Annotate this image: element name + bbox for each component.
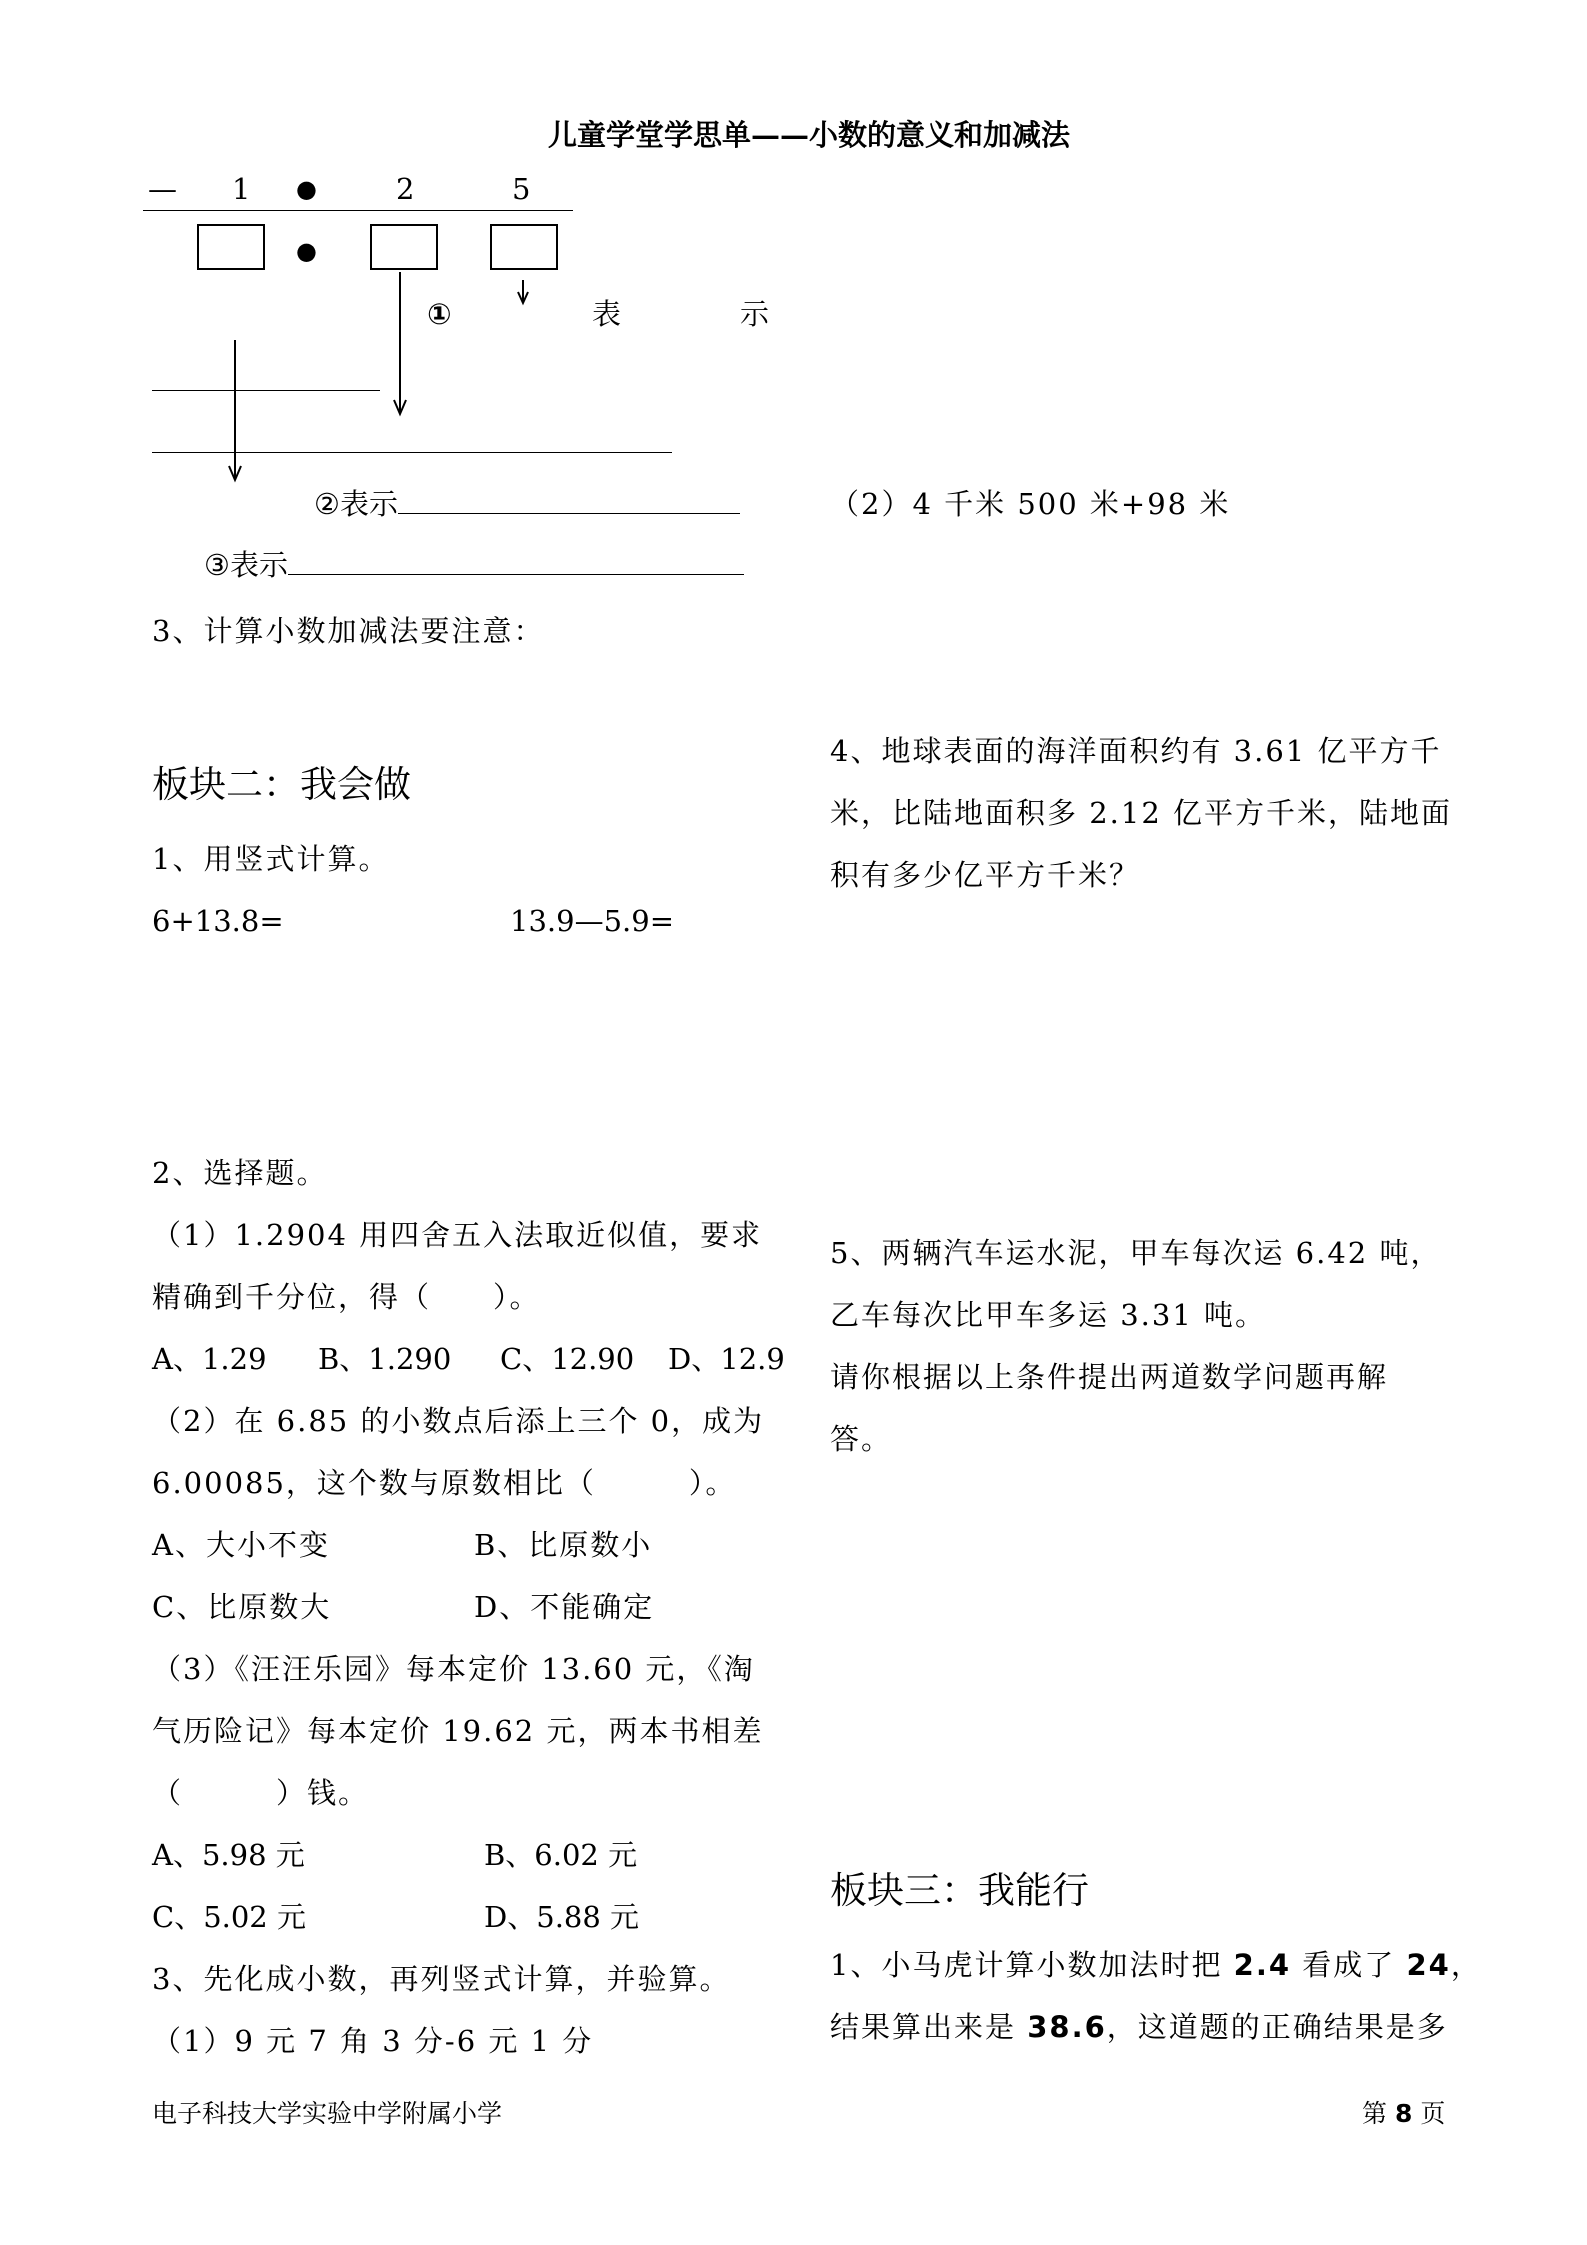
page-title: 儿童学堂学思单——小数的意义和加减法	[548, 118, 1071, 152]
answer-line-1b[interactable]	[152, 452, 672, 453]
footer-page	[1362, 2097, 1445, 2131]
s3-q1-text-a: 1、小马虎计算小数加法时把	[830, 1948, 1223, 1982]
label-three	[204, 548, 744, 582]
digit-ones: 1	[232, 172, 251, 206]
s2-q2-p1-option-d: D、12.9	[668, 1342, 785, 1376]
s2-q3-p1: （1）9 元 7 角 3 分-6 元 1 分	[152, 2024, 594, 2058]
s3-q1-text-c: 结果算出来是	[830, 2010, 1017, 2044]
s3-q1-value-b: 24	[1406, 1948, 1451, 1982]
digit-hundredths: 5	[512, 172, 531, 206]
s3-q1-value-c: 38.6	[1027, 2010, 1107, 2044]
footer-page-suffix: 页	[1420, 2099, 1446, 2128]
footer-page-prefix: 第	[1362, 2099, 1388, 2128]
minus-sign: —	[148, 172, 177, 206]
s2-q2-p2-line1: （2）在 6.85 的小数点后添上三个 0，成为	[152, 1404, 765, 1438]
s2-q2-p1-line2: 精确到千分位，得（ ）。	[152, 1280, 541, 1314]
footer-page-number: 8	[1394, 2099, 1413, 2128]
section1-question-3: 3、计算小数加减法要注意：	[152, 614, 545, 648]
s3-q1-line2	[830, 2010, 1448, 2044]
s2-q2-p1-option-c: C、12.90	[500, 1342, 635, 1376]
s2-q2-p3-option-b: B、6.02 元	[484, 1838, 638, 1872]
digit-tenths: 2	[396, 172, 415, 206]
label-one-char-b: 示	[740, 297, 770, 331]
s2-q2-p3-line3: （ ）钱。	[152, 1776, 370, 1810]
footer-school: 电子科技大学实验中学附属小学	[152, 2099, 503, 2128]
q4-line1: 4、地球表面的海洋面积约有 3.61 亿平方千	[830, 734, 1442, 768]
s2-q2-p2-option-c: C、比原数大	[152, 1590, 332, 1624]
section-two-heading: 板块二：我会做	[152, 763, 411, 806]
s2-q3-title: 3、先化成小数，再列竖式计算，并验算。	[152, 1962, 731, 1996]
answer-line-1a[interactable]	[152, 390, 380, 391]
s2-q2-p3-line2: 气历险记》每本定价 19.62 元，两本书相差	[152, 1714, 764, 1748]
s2-q2-title: 2、选择题。	[152, 1156, 328, 1190]
s2-q2-p3-option-a: A、5.98 元	[152, 1838, 305, 1872]
s2-q2-p3-line1: （3）《汪汪乐园》每本定价 13.60 元，《淘	[152, 1652, 755, 1686]
s2-q2-p3-option-c: C、5.02 元	[152, 1900, 306, 1934]
s2-q2-p2-option-a: A、大小不变	[152, 1528, 330, 1562]
s3-q1-value-a: 2.4	[1233, 1948, 1292, 1982]
s2-q1-title: 1、用竖式计算。	[152, 842, 390, 876]
s3-q1-line1	[830, 1948, 1482, 1982]
q4-line3: 积有多少亿平方千米？	[830, 858, 1141, 892]
right-question-2: （2）4 千米 500 米+98 米	[830, 487, 1231, 521]
label-three-text: ③表示	[204, 548, 288, 582]
q4-line2: 米，比陆地面积多 2.12 亿平方千米，陆地面	[830, 796, 1453, 830]
q5-line4: 答。	[830, 1422, 893, 1456]
s3-q1-comma: ，	[1450, 1948, 1482, 1982]
answer-line-2[interactable]	[398, 489, 740, 514]
s2-q1-expr-b: 13.9—5.9=	[510, 904, 674, 938]
label-two	[314, 487, 740, 521]
s2-q2-p2-option-b: B、比原数小	[474, 1528, 653, 1562]
q5-line2: 乙车每次比甲车多运 3.31 吨。	[830, 1298, 1267, 1332]
s2-q2-p3-option-d: D、5.88 元	[484, 1900, 640, 1934]
label-one-number: ①	[427, 297, 452, 331]
result-decimal-point: ●	[296, 237, 317, 265]
section-three-heading: 板块三：我能行	[830, 1869, 1089, 1912]
label-two-text: ②表示	[314, 487, 398, 521]
label-one-char-a: 表	[592, 297, 622, 331]
s3-q1-text-d: ，这道题的正确结果是多	[1106, 2010, 1448, 2044]
q5-line3: 请你根据以上条件提出两道数学问题再解	[830, 1360, 1389, 1394]
s2-q2-p2-option-d: D、不能确定	[474, 1590, 655, 1624]
s2-q2-p1-option-a: A、1.29	[152, 1342, 267, 1376]
decimal-point: ●	[296, 175, 317, 203]
s2-q2-p1-line1: （1）1.2904 用四舍五入法取近似值，要求	[152, 1218, 763, 1252]
answer-line-3[interactable]	[288, 550, 744, 575]
q5-line1: 5、两辆汽车运水泥，甲车每次运 6.42 吨，	[830, 1236, 1442, 1270]
s3-q1-text-b: 看成了	[1302, 1948, 1396, 1982]
s2-q2-p1-option-b: B、1.290	[318, 1342, 452, 1376]
s2-q2-p2-line2: 6.00085，这个数与原数相比（ ）。	[152, 1466, 737, 1500]
s2-q1-expr-a: 6+13.8=	[152, 904, 284, 938]
